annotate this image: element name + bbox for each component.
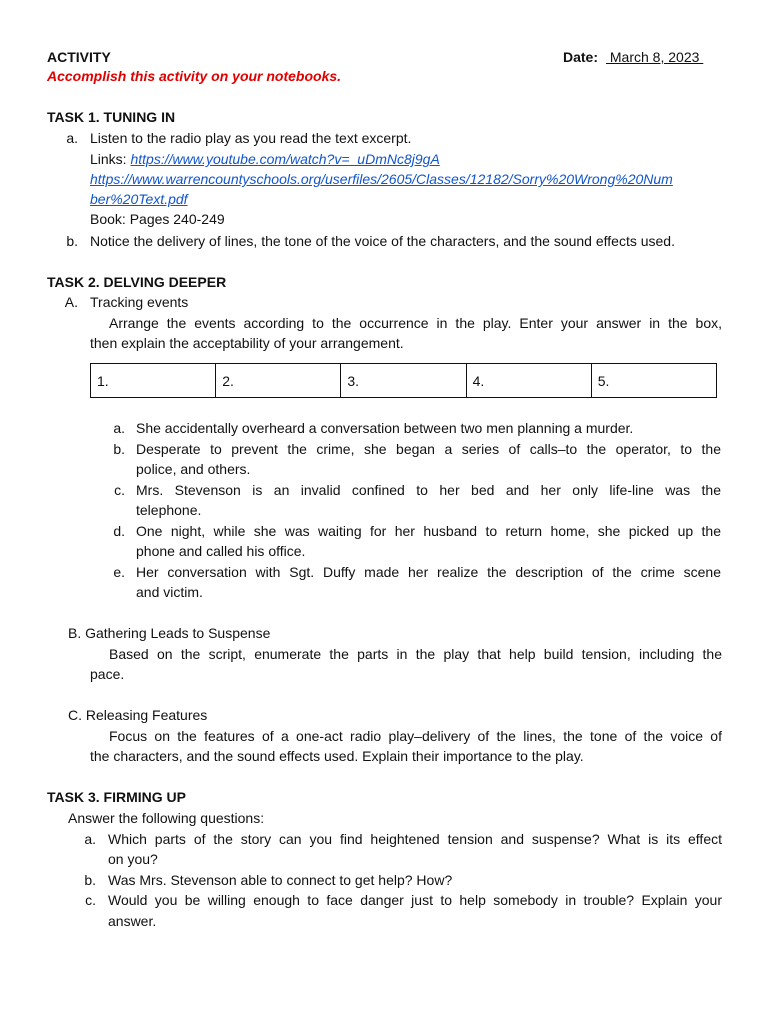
event-d-line1: One night, while she was waiting for her husband to return home, she picked up the: [136, 523, 721, 539]
event-a-line1: She accidentally overheard a conversation between two men planning a murder.: [136, 420, 634, 436]
book-pages: Book: Pages 240-249: [90, 211, 225, 227]
task3-intro: Answer the following questions:: [68, 810, 265, 826]
event-e-marker: e.: [113, 564, 125, 580]
task1-item-a-text: Listen to the radio play as you read the text excerpt.: [90, 130, 412, 146]
event-c-line1: Mrs. Stevenson is an invalid confined to her bed and her only life-line was the: [136, 482, 721, 498]
links-label: Links:: [90, 151, 127, 167]
event-b-marker: b.: [113, 441, 125, 457]
part-a-desc-line2: then explain the acceptability of your arrangement.: [90, 335, 404, 351]
event-d-marker: d.: [113, 523, 125, 539]
answer-box-4[interactable]: 4.: [466, 364, 591, 398]
activity-title: ACTIVITY: [47, 49, 111, 65]
events-answer-table: [90, 363, 717, 398]
task1-item-b-marker: b.: [66, 233, 78, 249]
pdf-link-line2[interactable]: ber%20Text.pdf: [90, 191, 188, 207]
question-a-line2: on you?: [108, 851, 158, 867]
event-b-line2: police, and others.: [136, 461, 251, 477]
event-d-line2: phone and called his office.: [136, 543, 306, 559]
task1-item-b-text: Notice the delivery of lines, the tone of the voice of the characters, and the sound effects used.: [90, 233, 675, 249]
question-a-marker: a.: [84, 831, 96, 847]
date-value: March 8, 2023: [606, 49, 704, 65]
task1-heading: TASK 1. TUNING IN: [47, 109, 176, 125]
answer-box-3[interactable]: 3.: [341, 364, 466, 398]
answer-box-5[interactable]: 5.: [591, 364, 716, 398]
event-b-line1: Desperate to prevent the crime, she began a series of calls–to the operator, to the: [136, 441, 721, 457]
event-e-line1: Her conversation with Sgt. Duffy made her realize the description of the crime scene: [136, 564, 721, 580]
question-c-line1: Would you be willing enough to face danger just to help somebody in trouble? Explain your: [108, 892, 722, 908]
question-c-line2: answer.: [108, 913, 157, 929]
date-label: Date:: [563, 49, 599, 65]
question-c-marker: c.: [85, 892, 96, 908]
question-a-line1: Which parts of the story can you find heightened tension and suspense? What is its effect: [108, 831, 722, 847]
event-c-line2: telephone.: [136, 502, 202, 518]
part-a-marker: A.: [64, 294, 78, 310]
part-c-line1: Focus on the features of a one-act radio play–delivery of the lines, the tone of the voice of: [109, 728, 722, 744]
task3-heading: TASK 3. FIRMING UP: [47, 789, 186, 805]
event-c-marker: c.: [114, 482, 125, 498]
events-answer-row: [91, 364, 717, 398]
part-a-desc-line1: Arrange the events according to the occurrence in the play. Enter your answer in the box,: [109, 315, 722, 331]
part-c-title: C. Releasing Features: [68, 707, 208, 723]
task2-heading: TASK 2. DELVING DEEPER: [47, 274, 227, 290]
links-row: [90, 150, 440, 168]
task1-item-a-marker: a.: [66, 130, 78, 146]
activity-instruction: Accomplish this activity on your notebooks.: [47, 68, 342, 84]
part-a-title: Tracking events: [90, 294, 189, 310]
part-b-line2: pace.: [90, 666, 125, 682]
youtube-link[interactable]: https://www.youtube.com/watch?v=_uDmNc8j9gA: [130, 151, 440, 167]
answer-box-2[interactable]: 2.: [216, 364, 341, 398]
event-e-line2: and victim.: [136, 584, 203, 600]
event-a-marker: a.: [113, 420, 125, 436]
question-b-line1: Was Mrs. Stevenson able to connect to get help? How?: [108, 872, 453, 888]
pdf-link-line1[interactable]: https://www.warrencountyschools.org/userfiles/2605/Classes/12182/Sorry%20Wrong%20Num: [90, 171, 673, 187]
question-b-marker: b.: [84, 872, 96, 888]
part-b-line1: Based on the script, enumerate the parts in the play that help build tension, including the: [109, 646, 722, 662]
answer-box-1[interactable]: 1.: [91, 364, 216, 398]
part-c-line2: the characters, and the sound effects used. Explain their importance to the play.: [90, 748, 584, 764]
part-b-title: B. Gathering Leads to Suspense: [68, 625, 271, 641]
